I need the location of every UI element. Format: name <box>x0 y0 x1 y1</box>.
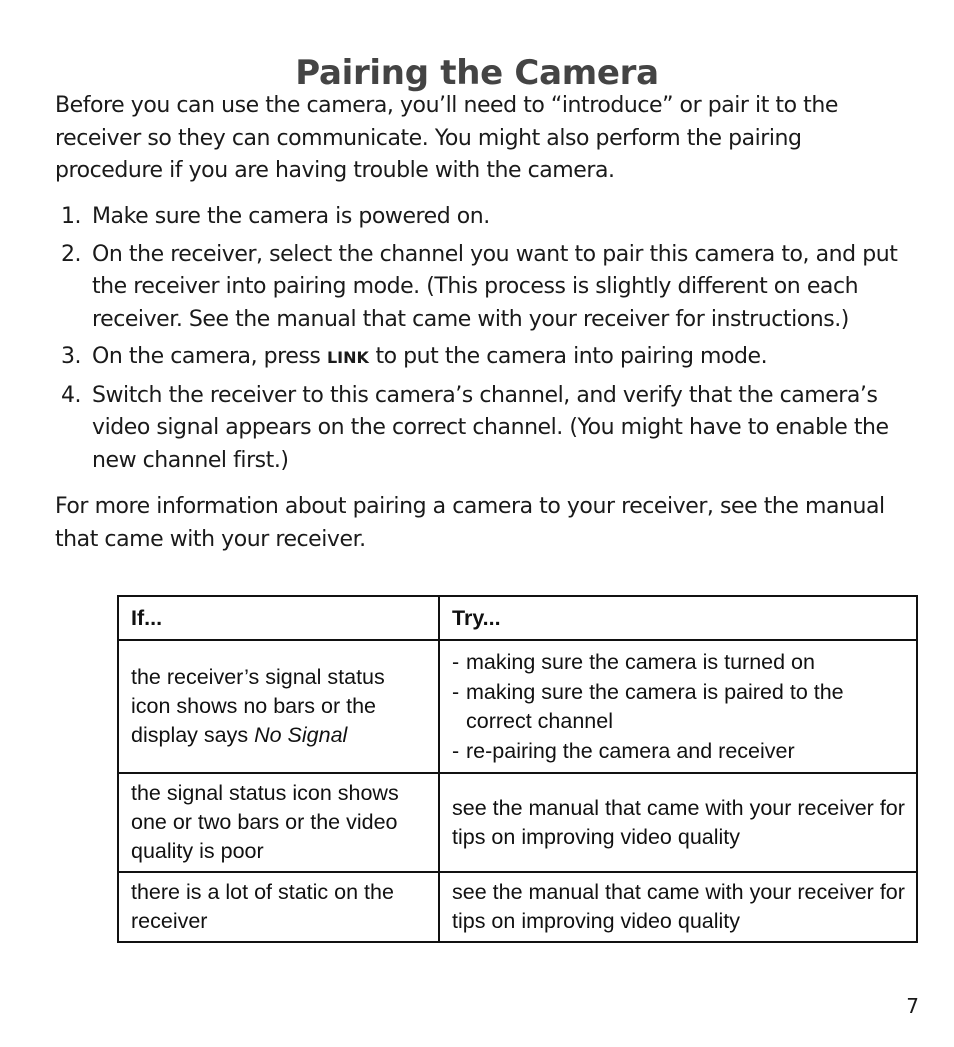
if-cell: the signal status icon shows one or two bars or the video quality is poor <box>118 773 439 872</box>
try-cell: see the manual that came with your receiver for tips on improving video quality <box>439 773 917 872</box>
try-item: - making sure the camera is turned on <box>452 648 906 677</box>
try-item: - making sure the camera is paired to the correct channel <box>452 678 906 736</box>
page-number: 7 <box>906 994 919 1018</box>
try-cell: see the manual that came with your receiver for tips on improving video quality <box>439 872 917 942</box>
if-cell: there is a lot of static on the receiver <box>118 872 439 942</box>
table-row <box>118 773 917 872</box>
step-text-before: On the camera, press <box>92 344 321 369</box>
step-number: 2. <box>61 241 82 267</box>
table-row <box>118 872 917 942</box>
step-number: 4. <box>61 382 82 408</box>
if-text: the receiver’s signal status icon shows no bars or the display says <box>131 665 385 747</box>
step-item <box>55 380 925 478</box>
if-emphasis: No Signal <box>254 723 348 747</box>
step-text: On the receiver, select the channel you want to pair this camera to, and put the receiver into pairing mode. (This process is slightly different on each receiver. See the manual that came with your receiver for instructions.) <box>92 241 898 332</box>
try-item: - re-pairing the camera and receiver <box>452 737 906 766</box>
try-list <box>452 648 906 766</box>
table-row <box>118 640 917 773</box>
step-item <box>55 201 925 234</box>
step-text-after: to put the camera into pairing mode. <box>375 344 768 369</box>
if-cell <box>118 640 439 773</box>
page-title: Pairing the Camera <box>295 52 659 93</box>
step-text: Switch the receiver to this camera’s channel, and verify that the camera’s video signal appears on the correct channel. (You might have to enable the new channel first.) <box>92 382 889 473</box>
troubleshooting-table <box>117 595 918 943</box>
outro-paragraph: For more information about pairing a camera to your receiver, see the manual that came with your receiver. <box>55 494 885 552</box>
link-key-label: LINK <box>326 348 369 367</box>
step-text: Make sure the camera is powered on. <box>92 204 490 229</box>
step-number: 3. <box>61 344 82 369</box>
header-if: If... <box>118 596 439 640</box>
step-item <box>55 341 925 375</box>
table-header-row <box>118 596 917 640</box>
try-cell <box>439 640 917 773</box>
intro-paragraph: Before you can use the camera, you’ll need to “introduce” or pair it to the receiver so they can communicate. You might also perform the pairing procedure if you are having trouble with the camera. <box>55 93 838 183</box>
pairing-steps <box>55 201 925 482</box>
step-item <box>55 239 925 337</box>
header-try: Try... <box>439 596 917 640</box>
step-number: 1. <box>61 204 82 229</box>
